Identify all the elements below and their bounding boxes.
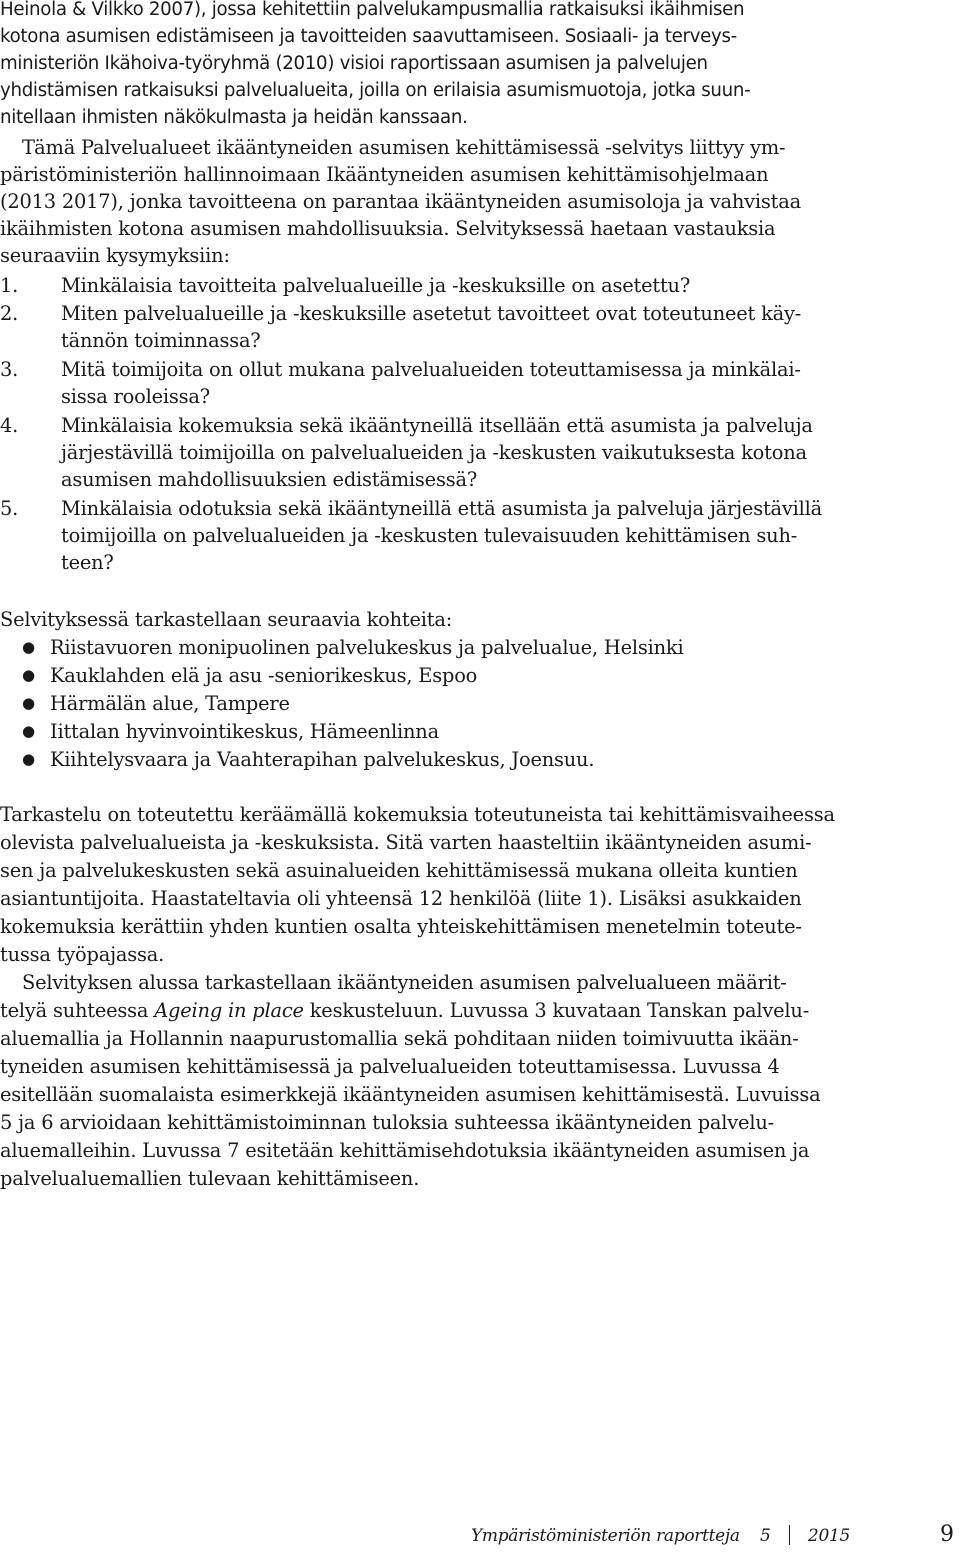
text-line: tännön toiminnassa? [61, 329, 261, 352]
text-line: Minkälaisia kokemuksia sekä ikääntyneillä itsellään että asumista ja palveluja [61, 414, 813, 437]
footer-issue: 5 [759, 1526, 771, 1546]
text-line: kotona asumisen edistämiseen ja tavoitteiden saavuttamiseen. Sosiaali- ja terveys- [0, 26, 737, 47]
item-number: 5. [0, 497, 19, 520]
text-line: järjestävillä toimijoilla on palvelualueiden ja -keskusten vaikutuksesta kotona [61, 441, 807, 464]
bullet-icon: ● [22, 694, 35, 712]
text-line: aluemalleihin. Luvussa 7 esitetään kehittämisehdotuksia ikääntyneiden asumisen ja [0, 1139, 810, 1162]
text-line: Riistavuoren monipuolinen palvelukeskus ja palvelualue, Helsinki [50, 636, 684, 659]
text-line: seuraaviin kysymyksiin: [0, 244, 230, 267]
text-line: palvelualuemallien tulevaan kehittämiseen. [0, 1167, 420, 1190]
text-line: ministeriön Ikähoiva-työryhmä (2010) visioi raportissaan asumisen ja palvelujen [0, 53, 708, 74]
bullet-icon: ● [22, 666, 35, 684]
targets-heading: Selvityksessä tarkastellaan seuraavia kohteita: [0, 608, 453, 631]
text-line: Heinola & Vilkko 2007), jossa kehitettiin palvelukampusmallia ratkaisuksi ikäihmisen [0, 0, 745, 20]
item-number: 1. [0, 274, 19, 297]
footer-divider [789, 1525, 790, 1545]
text-line: Mitä toimijoita on ollut mukana palvelualueiden toteuttamisessa ja minkälai- [61, 358, 801, 381]
bullet-icon: ● [22, 750, 35, 768]
text-line: asiantuntijoita. Haastateltavia oli yhteensä 12 henkilöä (liite 1). Lisäksi asukkaiden [0, 887, 802, 910]
text-line: esitellään suomalaista esimerkkejä ikääntyneiden asumisen kehittämisestä. Luvuissa [0, 1083, 821, 1106]
text-line: nitellaan ihmisten näkökulmasta ja heidän kanssaan. [0, 107, 468, 128]
text-line: aluemallia ja Hollannin naapurustomallia sekä pohditaan niiden toimivuutta ikään- [0, 1027, 799, 1050]
italic-term: Ageing in place [154, 999, 304, 1022]
item-number: 2. [0, 302, 19, 325]
text-line: toimijoilla on palvelualueiden ja -keskusten tulevaisuuden kehittämisen suh- [61, 524, 798, 547]
bullet-icon: ● [22, 722, 35, 740]
text-line: kokemuksia kerättiin yhden kuntien osalta yhteiskehittämisen menetelmin toteute- [0, 915, 802, 938]
text-line: (2013 2017), jonka tavoitteena on parantaa ikääntyneiden asumisoloja ja vahvistaa [0, 190, 801, 213]
text-line: Minkälaisia tavoitteita palvelualueille ja -keskuksille on asetettu? [61, 274, 691, 297]
text-line: yhdistämisen ratkaisuksi palvelualueita, joilla on erilaisia asumismuotoja, jotka suun- [0, 80, 751, 101]
item-number: 4. [0, 414, 19, 437]
text-line: Kauklahden elä ja asu -seniorikeskus, Espoo [50, 664, 478, 687]
text-line: Selvityksen alussa tarkastellaan ikääntyneiden asumisen palvelualueen määrit- [22, 971, 787, 994]
text-segment: telyä suhteessa [0, 999, 155, 1022]
bullet-icon: ● [22, 638, 35, 656]
text-line: sen ja palvelukeskusten sekä asuinalueiden kehittämisessä mukana olleita kuntien [0, 859, 798, 882]
text-line: 5 ja 6 arvioidaan kehittämistoiminnan tuloksia suhteessa ikääntyneiden palvelu- [0, 1111, 774, 1134]
text-segment: keskusteluun. Luvussa 3 kuvataan Tanskan palvelu- [303, 999, 810, 1022]
text-line: ikäihmisten kotona asumisen mahdollisuuksia. Selvityksessä haetaan vastauksia [0, 217, 776, 240]
text-line: tyneiden asumisen kehittämisessä ja palvelualueiden toteuttamisessa. Luvussa 4 [0, 1055, 780, 1078]
footer-citation [471, 1525, 850, 1546]
text-line: tussa työpajassa. [0, 943, 165, 966]
item-number: 3. [0, 358, 19, 381]
text-line: Miten palvelualueille ja -keskuksille asetetut tavoitteet ovat toteutuneet käy- [61, 302, 802, 325]
footer-year: 2015 [807, 1526, 850, 1546]
text-line: olevista palvelualueista ja -keskuksista. Sitä varten haasteltiin ikääntyneiden asumi- [0, 831, 812, 854]
text-line: Kiihtelysvaara ja Vaahterapihan palvelukeskus, Joensuu. [50, 748, 595, 771]
text-line: Härmälän alue, Tampere [50, 692, 290, 715]
text-line: asumisen mahdollisuuksien edistämisessä? [61, 468, 478, 491]
text-line: Minkälaisia odotuksia sekä ikääntyneillä että asumista ja palveluja järjestävillä [61, 497, 823, 520]
page-footer [0, 1522, 960, 1553]
footer-series: Ympäristöministeriön raportteja [470, 1526, 740, 1546]
text-line: teen? [61, 551, 114, 574]
text-line: Tämä Palvelualueet ikääntyneiden asumisen kehittämisessä -selvitys liittyy ym- [22, 136, 786, 159]
text-line: sissa rooleissa? [61, 385, 210, 408]
text-line: päristöministeriön hallinnoimaan Ikääntyneiden asumisen kehittämisohjelmaan [0, 163, 769, 186]
text-line: Iittalan hyvinvointikeskus, Hämeenlinna [50, 720, 439, 743]
page-number: 9 [940, 1522, 954, 1547]
text-line [0, 997, 809, 1024]
text-line: Tarkastelu on toteutettu keräämällä kokemuksia toteutuneista tai kehittämisvaiheessa [0, 803, 835, 826]
